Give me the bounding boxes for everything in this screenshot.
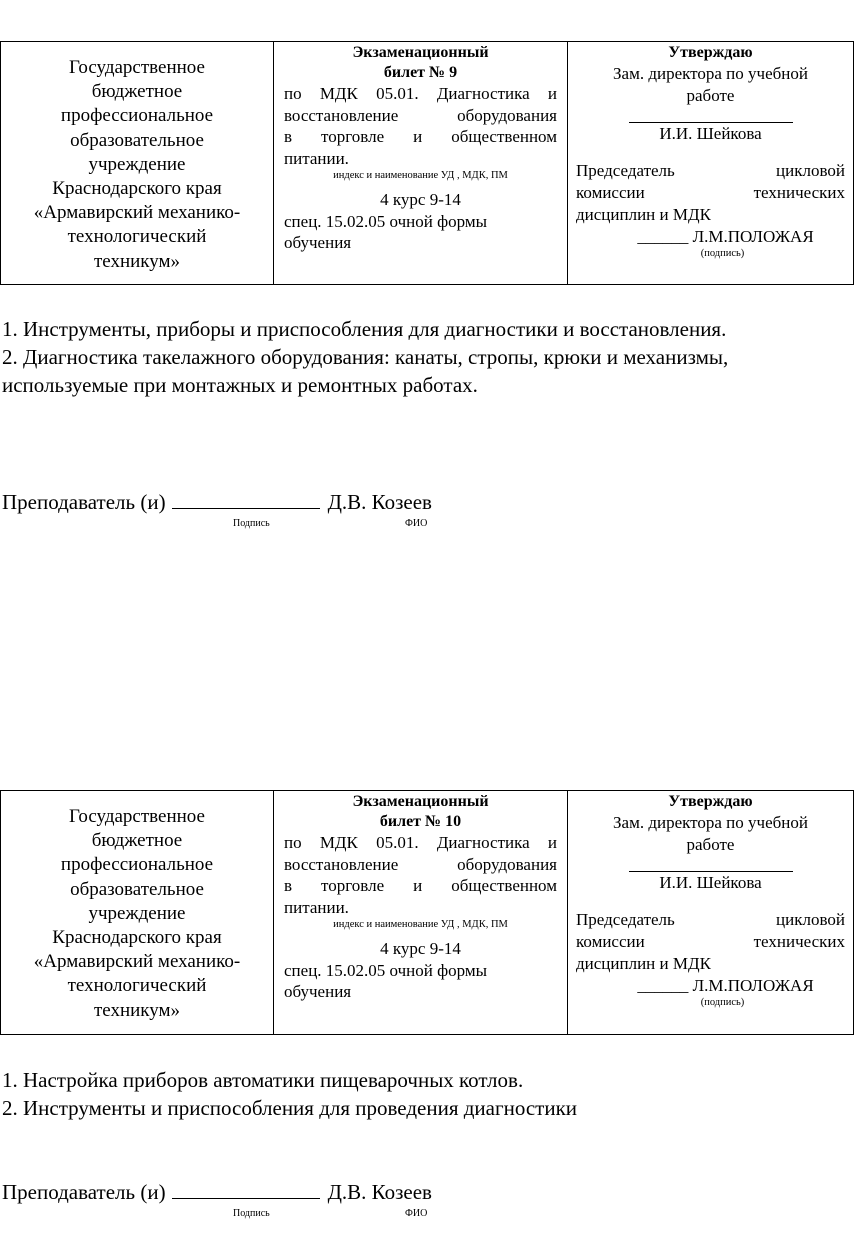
index-caption: индекс и наименование УД , МДК, ПМ <box>333 919 508 930</box>
question-item: 1. Настройка приборов автоматики пищеварочных котлов. <box>2 1068 524 1092</box>
institution-cell <box>1 791 274 1035</box>
chair-line: Председатель цикловой <box>576 161 845 180</box>
specialty: спец. 15.02.05 очной формы <box>284 960 488 980</box>
institution-line: бюджетное <box>91 830 183 852</box>
ticket-number: билет № 10 <box>379 813 462 830</box>
approve-position: Зам. директора по учебной <box>613 813 808 832</box>
institution-line: профессиональное <box>60 854 214 876</box>
institution-cell <box>1 42 274 285</box>
teacher-signature-row <box>2 489 432 515</box>
institution-line: Государственное <box>69 57 205 78</box>
institution-line: учреждение <box>88 153 186 175</box>
chair-line: комиссии технических <box>576 932 845 951</box>
chair-line: Председатель цикловой <box>576 910 845 929</box>
signature-caption: Подпись <box>233 1208 270 1219</box>
signature-caption: Подпись <box>233 518 270 529</box>
specialty: спец. 15.02.05 очной формы <box>284 211 488 231</box>
ticket-header-table <box>0 41 854 285</box>
ticket-header-table <box>0 790 854 1035</box>
approve-name: И.И. Шейкова <box>659 873 762 892</box>
ticket-title: Экзаменационный <box>352 44 489 61</box>
teacher-signature-row <box>2 1179 432 1205</box>
institution-line: образовательное <box>70 129 204 151</box>
course: 4 курс 9-14 <box>380 190 461 209</box>
subject-line: восстановление оборудования <box>284 854 557 874</box>
institution-line: профессиональное <box>60 105 214 127</box>
study-form: обучения <box>284 233 352 252</box>
signature-line <box>172 1180 320 1199</box>
institution-line: «Армавирский механико- <box>33 202 241 224</box>
teacher-label: Преподаватель (и) <box>2 1180 166 1204</box>
signature-line <box>172 490 320 509</box>
ticket-info-cell <box>274 791 568 1035</box>
question-item: 2. Инструменты и приспособления для проведения диагностики <box>2 1096 578 1120</box>
institution-line: Государственное <box>69 806 205 827</box>
institution-line: технологический <box>67 226 207 248</box>
question-item: 1. Инструменты, приборы и приспособления для диагностики и восстановления. <box>2 317 727 341</box>
subject-line: по МДК 05.01. Диагностика и <box>284 833 557 852</box>
approval-cell <box>568 791 854 1035</box>
signature-caption: (подпись) <box>700 248 745 259</box>
ticket-number: билет № 9 <box>383 64 458 81</box>
subject-line: питании. <box>284 148 349 168</box>
questions-list <box>2 1066 814 1122</box>
ticket-info-cell <box>274 42 568 285</box>
institution-line: образовательное <box>70 878 204 900</box>
chair-line: комиссии технических <box>576 183 845 202</box>
subject-line: питании. <box>284 897 349 917</box>
chair-line: дисциплин и МДК <box>576 954 711 973</box>
institution-line: техникум» <box>93 999 181 1021</box>
approve-position: работе <box>686 86 735 105</box>
questions-list <box>2 315 814 399</box>
institution-line: Краснодарского края <box>52 178 222 200</box>
institution-line: бюджетное <box>91 81 183 103</box>
approve-position: Зам. директора по учебной <box>613 64 808 83</box>
subject-line: в торговле и общественном <box>284 127 557 146</box>
teacher-name: Д.В. Козеев <box>327 490 432 514</box>
teacher-label: Преподаватель (и) <box>2 490 166 514</box>
subject-line: по МДК 05.01. Диагностика и <box>284 84 557 103</box>
approve-position: работе <box>686 835 735 854</box>
institution-line: учреждение <box>88 902 186 924</box>
institution-line: технологический <box>67 975 207 997</box>
subject-line: в торговле и общественном <box>284 876 557 895</box>
chair-signature: ______ Л.М.ПОЛОЖАЯ <box>637 227 814 246</box>
ticket-title: Экзаменационный <box>352 793 489 810</box>
course: 4 курс 9-14 <box>380 939 461 958</box>
study-form: обучения <box>284 982 352 1001</box>
index-caption: индекс и наименование УД , МДК, ПМ <box>333 170 508 181</box>
teacher-name: Д.В. Козеев <box>327 1180 432 1204</box>
fio-caption: ФИО <box>405 518 428 529</box>
chair-signature: ______ Л.М.ПОЛОЖАЯ <box>637 976 814 995</box>
institution-line: техникум» <box>93 250 181 272</box>
chair-line: дисциплин и МДК <box>576 205 711 224</box>
subject-line: восстановление оборудования <box>284 105 557 125</box>
institution-line: «Армавирский механико- <box>33 951 241 973</box>
institution-line: Краснодарского края <box>52 927 222 949</box>
fio-caption: ФИО <box>405 1208 428 1219</box>
question-item: 2. Диагностика такелажного оборудования: канаты, стропы, крюки и механизмы, используемые при монтажных и ремонтных работах. <box>2 345 729 397</box>
approve-title: Утверждаю <box>668 44 753 61</box>
signature-caption: (подпись) <box>700 997 745 1008</box>
approval-cell <box>568 42 854 285</box>
approve-title: Утверждаю <box>668 793 753 810</box>
approve-name: И.И. Шейкова <box>659 124 762 143</box>
